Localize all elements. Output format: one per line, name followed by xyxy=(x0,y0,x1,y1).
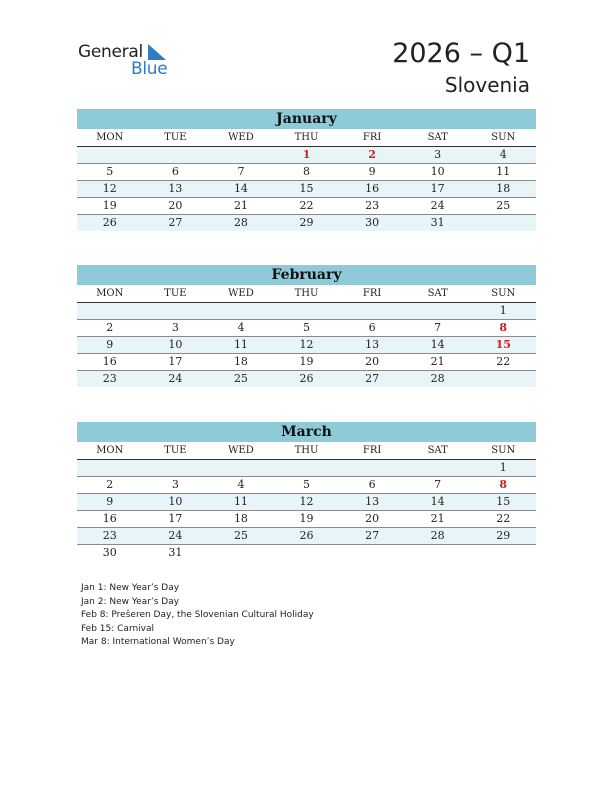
day-cell: 7 xyxy=(434,321,442,334)
weekday-label: SAT xyxy=(427,132,448,143)
weekday-header-row xyxy=(77,129,536,147)
day-cell xyxy=(470,215,536,231)
day-cell: 9 xyxy=(106,495,114,508)
day-cell: 25 xyxy=(233,372,248,385)
day-cell: 11 xyxy=(496,165,511,178)
day-cell xyxy=(143,147,209,163)
day-cell xyxy=(274,303,340,319)
week-row xyxy=(77,147,536,164)
day-cell: 27 xyxy=(168,216,183,229)
day-cell: 5 xyxy=(303,321,311,334)
weekday-label: SAT xyxy=(427,445,448,456)
day-cell xyxy=(405,545,471,561)
day-cell: 13 xyxy=(365,495,380,508)
weekday-label: MON xyxy=(96,288,124,299)
logo-text-general: General xyxy=(78,42,143,62)
day-cell: 2 xyxy=(106,321,114,334)
day-cell: 27 xyxy=(365,529,380,542)
day-cell xyxy=(339,303,405,319)
week-row xyxy=(77,460,536,477)
day-cell: 13 xyxy=(365,338,380,351)
day-cell: 20 xyxy=(168,199,183,212)
day-cell: 17 xyxy=(168,355,183,368)
logo-text-blue: Blue xyxy=(131,59,168,79)
day-cell: 10 xyxy=(168,495,183,508)
day-cell: 24 xyxy=(168,529,183,542)
holiday-date: 2 xyxy=(368,148,376,161)
holiday-note: Jan 2: New Year’s Day xyxy=(81,596,180,607)
week-row xyxy=(77,198,536,215)
holiday-note: Feb 15: Carnival xyxy=(81,623,155,634)
holiday-note: Feb 8: Prešeren Day, the Slovenian Cultural Holiday xyxy=(81,610,314,620)
page-title: 2026 – Q1 xyxy=(392,38,530,69)
day-cell: 20 xyxy=(365,355,380,368)
day-cell xyxy=(405,303,471,319)
day-cell: 28 xyxy=(430,529,445,542)
month-header: March xyxy=(77,422,536,442)
week-row xyxy=(77,354,536,371)
holiday-date: 8 xyxy=(499,321,508,334)
holiday-notes xyxy=(81,582,314,650)
day-cell xyxy=(143,460,209,476)
logo-triangle-icon xyxy=(148,44,166,60)
day-cell: 5 xyxy=(303,478,311,491)
weekday-label: FRI xyxy=(362,288,382,299)
day-cell: 21 xyxy=(233,199,248,212)
week-row xyxy=(77,511,536,528)
day-cell xyxy=(208,303,274,319)
day-cell: 21 xyxy=(430,355,445,368)
week-row xyxy=(77,320,536,337)
day-cell: 6 xyxy=(171,165,179,178)
day-cell: 1 xyxy=(499,461,507,474)
day-cell: 9 xyxy=(368,165,376,178)
day-cell: 4 xyxy=(237,478,245,491)
week-row xyxy=(77,545,536,561)
day-cell: 23 xyxy=(365,199,380,212)
holiday-date: 15 xyxy=(495,338,511,351)
day-cell: 6 xyxy=(368,321,376,334)
day-cell: 25 xyxy=(233,529,248,542)
day-cell: 31 xyxy=(168,546,183,559)
month-january xyxy=(77,109,536,231)
week-row xyxy=(77,494,536,511)
month-february xyxy=(77,265,536,387)
week-row xyxy=(77,215,536,231)
day-cell: 26 xyxy=(299,372,314,385)
week-row xyxy=(77,337,536,354)
day-cell: 15 xyxy=(299,182,314,195)
day-cell: 10 xyxy=(168,338,183,351)
day-cell: 4 xyxy=(499,148,507,161)
day-cell: 19 xyxy=(102,199,117,212)
weekday-label: THU xyxy=(294,132,319,143)
week-row xyxy=(77,371,536,387)
day-cell xyxy=(339,545,405,561)
day-cell: 16 xyxy=(102,355,117,368)
weekday-label: SAT xyxy=(427,288,448,299)
day-cell: 24 xyxy=(430,199,445,212)
day-cell: 13 xyxy=(168,182,183,195)
month-header: January xyxy=(77,109,536,129)
day-cell xyxy=(208,545,274,561)
day-cell: 14 xyxy=(233,182,248,195)
day-cell: 20 xyxy=(365,512,380,525)
day-cell: 28 xyxy=(430,372,445,385)
weekday-label: FRI xyxy=(362,445,382,456)
day-cell: 18 xyxy=(496,182,511,195)
day-cell: 30 xyxy=(102,546,117,559)
day-cell: 29 xyxy=(496,529,511,542)
day-cell xyxy=(208,147,274,163)
day-cell: 17 xyxy=(168,512,183,525)
weekday-label: MON xyxy=(96,132,124,143)
day-cell: 1 xyxy=(499,304,507,317)
day-cell: 22 xyxy=(299,199,314,212)
day-cell: 5 xyxy=(106,165,114,178)
day-cell: 3 xyxy=(171,478,179,491)
weekday-label: THU xyxy=(294,288,319,299)
day-cell: 30 xyxy=(365,216,380,229)
day-cell: 18 xyxy=(233,355,248,368)
day-cell: 26 xyxy=(102,216,117,229)
weekday-label: TUE xyxy=(164,132,187,143)
day-cell: 21 xyxy=(430,512,445,525)
day-cell: 3 xyxy=(434,148,442,161)
day-cell: 10 xyxy=(430,165,445,178)
weekday-label: WED xyxy=(228,288,254,299)
holiday-date: 8 xyxy=(499,478,508,491)
day-cell: 29 xyxy=(299,216,314,229)
day-cell: 19 xyxy=(299,355,314,368)
weekday-label: WED xyxy=(228,132,254,143)
day-cell xyxy=(405,460,471,476)
day-cell: 26 xyxy=(299,529,314,542)
weekday-label: TUE xyxy=(164,288,187,299)
day-cell xyxy=(274,545,340,561)
day-cell: 27 xyxy=(365,372,380,385)
day-cell xyxy=(274,460,340,476)
week-row xyxy=(77,303,536,320)
day-cell: 6 xyxy=(368,478,376,491)
day-cell: 24 xyxy=(168,372,183,385)
day-cell: 12 xyxy=(102,182,117,195)
day-cell: 7 xyxy=(237,165,245,178)
day-cell: 11 xyxy=(233,338,248,351)
day-cell: 17 xyxy=(430,182,445,195)
weekday-label: SUN xyxy=(491,445,516,456)
day-cell: 7 xyxy=(434,478,442,491)
holiday-note: Mar 8: International Women’s Day xyxy=(81,637,235,647)
day-cell: 23 xyxy=(102,529,117,542)
day-cell: 18 xyxy=(233,512,248,525)
week-row xyxy=(77,164,536,181)
logo xyxy=(78,42,178,82)
week-row xyxy=(77,477,536,494)
day-cell: 15 xyxy=(496,495,511,508)
weekday-label: SUN xyxy=(491,288,516,299)
weekday-header-row xyxy=(77,285,536,303)
day-cell: 2 xyxy=(106,478,114,491)
day-cell: 28 xyxy=(233,216,248,229)
day-cell xyxy=(208,460,274,476)
day-cell xyxy=(143,303,209,319)
day-cell: 23 xyxy=(102,372,117,385)
day-cell: 22 xyxy=(496,355,511,368)
weekday-label: MON xyxy=(96,445,124,456)
week-row xyxy=(77,181,536,198)
country-name: Slovenia xyxy=(444,73,530,97)
day-cell xyxy=(339,460,405,476)
day-cell xyxy=(77,303,143,319)
day-cell: 25 xyxy=(496,199,511,212)
day-cell: 16 xyxy=(102,512,117,525)
day-cell xyxy=(470,371,536,387)
day-cell: 3 xyxy=(171,321,179,334)
day-cell xyxy=(77,147,143,163)
week-row xyxy=(77,528,536,545)
month-header: February xyxy=(77,265,536,285)
day-cell: 4 xyxy=(237,321,245,334)
weekday-label: SUN xyxy=(491,132,516,143)
day-cell: 12 xyxy=(299,338,314,351)
day-cell xyxy=(77,460,143,476)
holiday-note: Jan 1: New Year’s Day xyxy=(81,583,180,593)
month-march xyxy=(77,422,536,561)
day-cell: 14 xyxy=(430,495,445,508)
weekday-label: TUE xyxy=(164,445,187,456)
weekday-label: WED xyxy=(228,445,254,456)
day-cell: 8 xyxy=(303,165,311,178)
day-cell: 14 xyxy=(430,338,445,351)
day-cell: 31 xyxy=(430,216,445,229)
day-cell: 12 xyxy=(299,495,314,508)
weekday-label: FRI xyxy=(362,132,382,143)
weekday-header-row xyxy=(77,442,536,460)
day-cell: 16 xyxy=(365,182,380,195)
day-cell: 9 xyxy=(106,338,114,351)
weekday-label: THU xyxy=(294,445,319,456)
day-cell xyxy=(470,545,536,561)
holiday-date: 1 xyxy=(302,148,311,161)
day-cell: 22 xyxy=(496,512,511,525)
day-cell: 19 xyxy=(299,512,314,525)
day-cell: 11 xyxy=(233,495,248,508)
